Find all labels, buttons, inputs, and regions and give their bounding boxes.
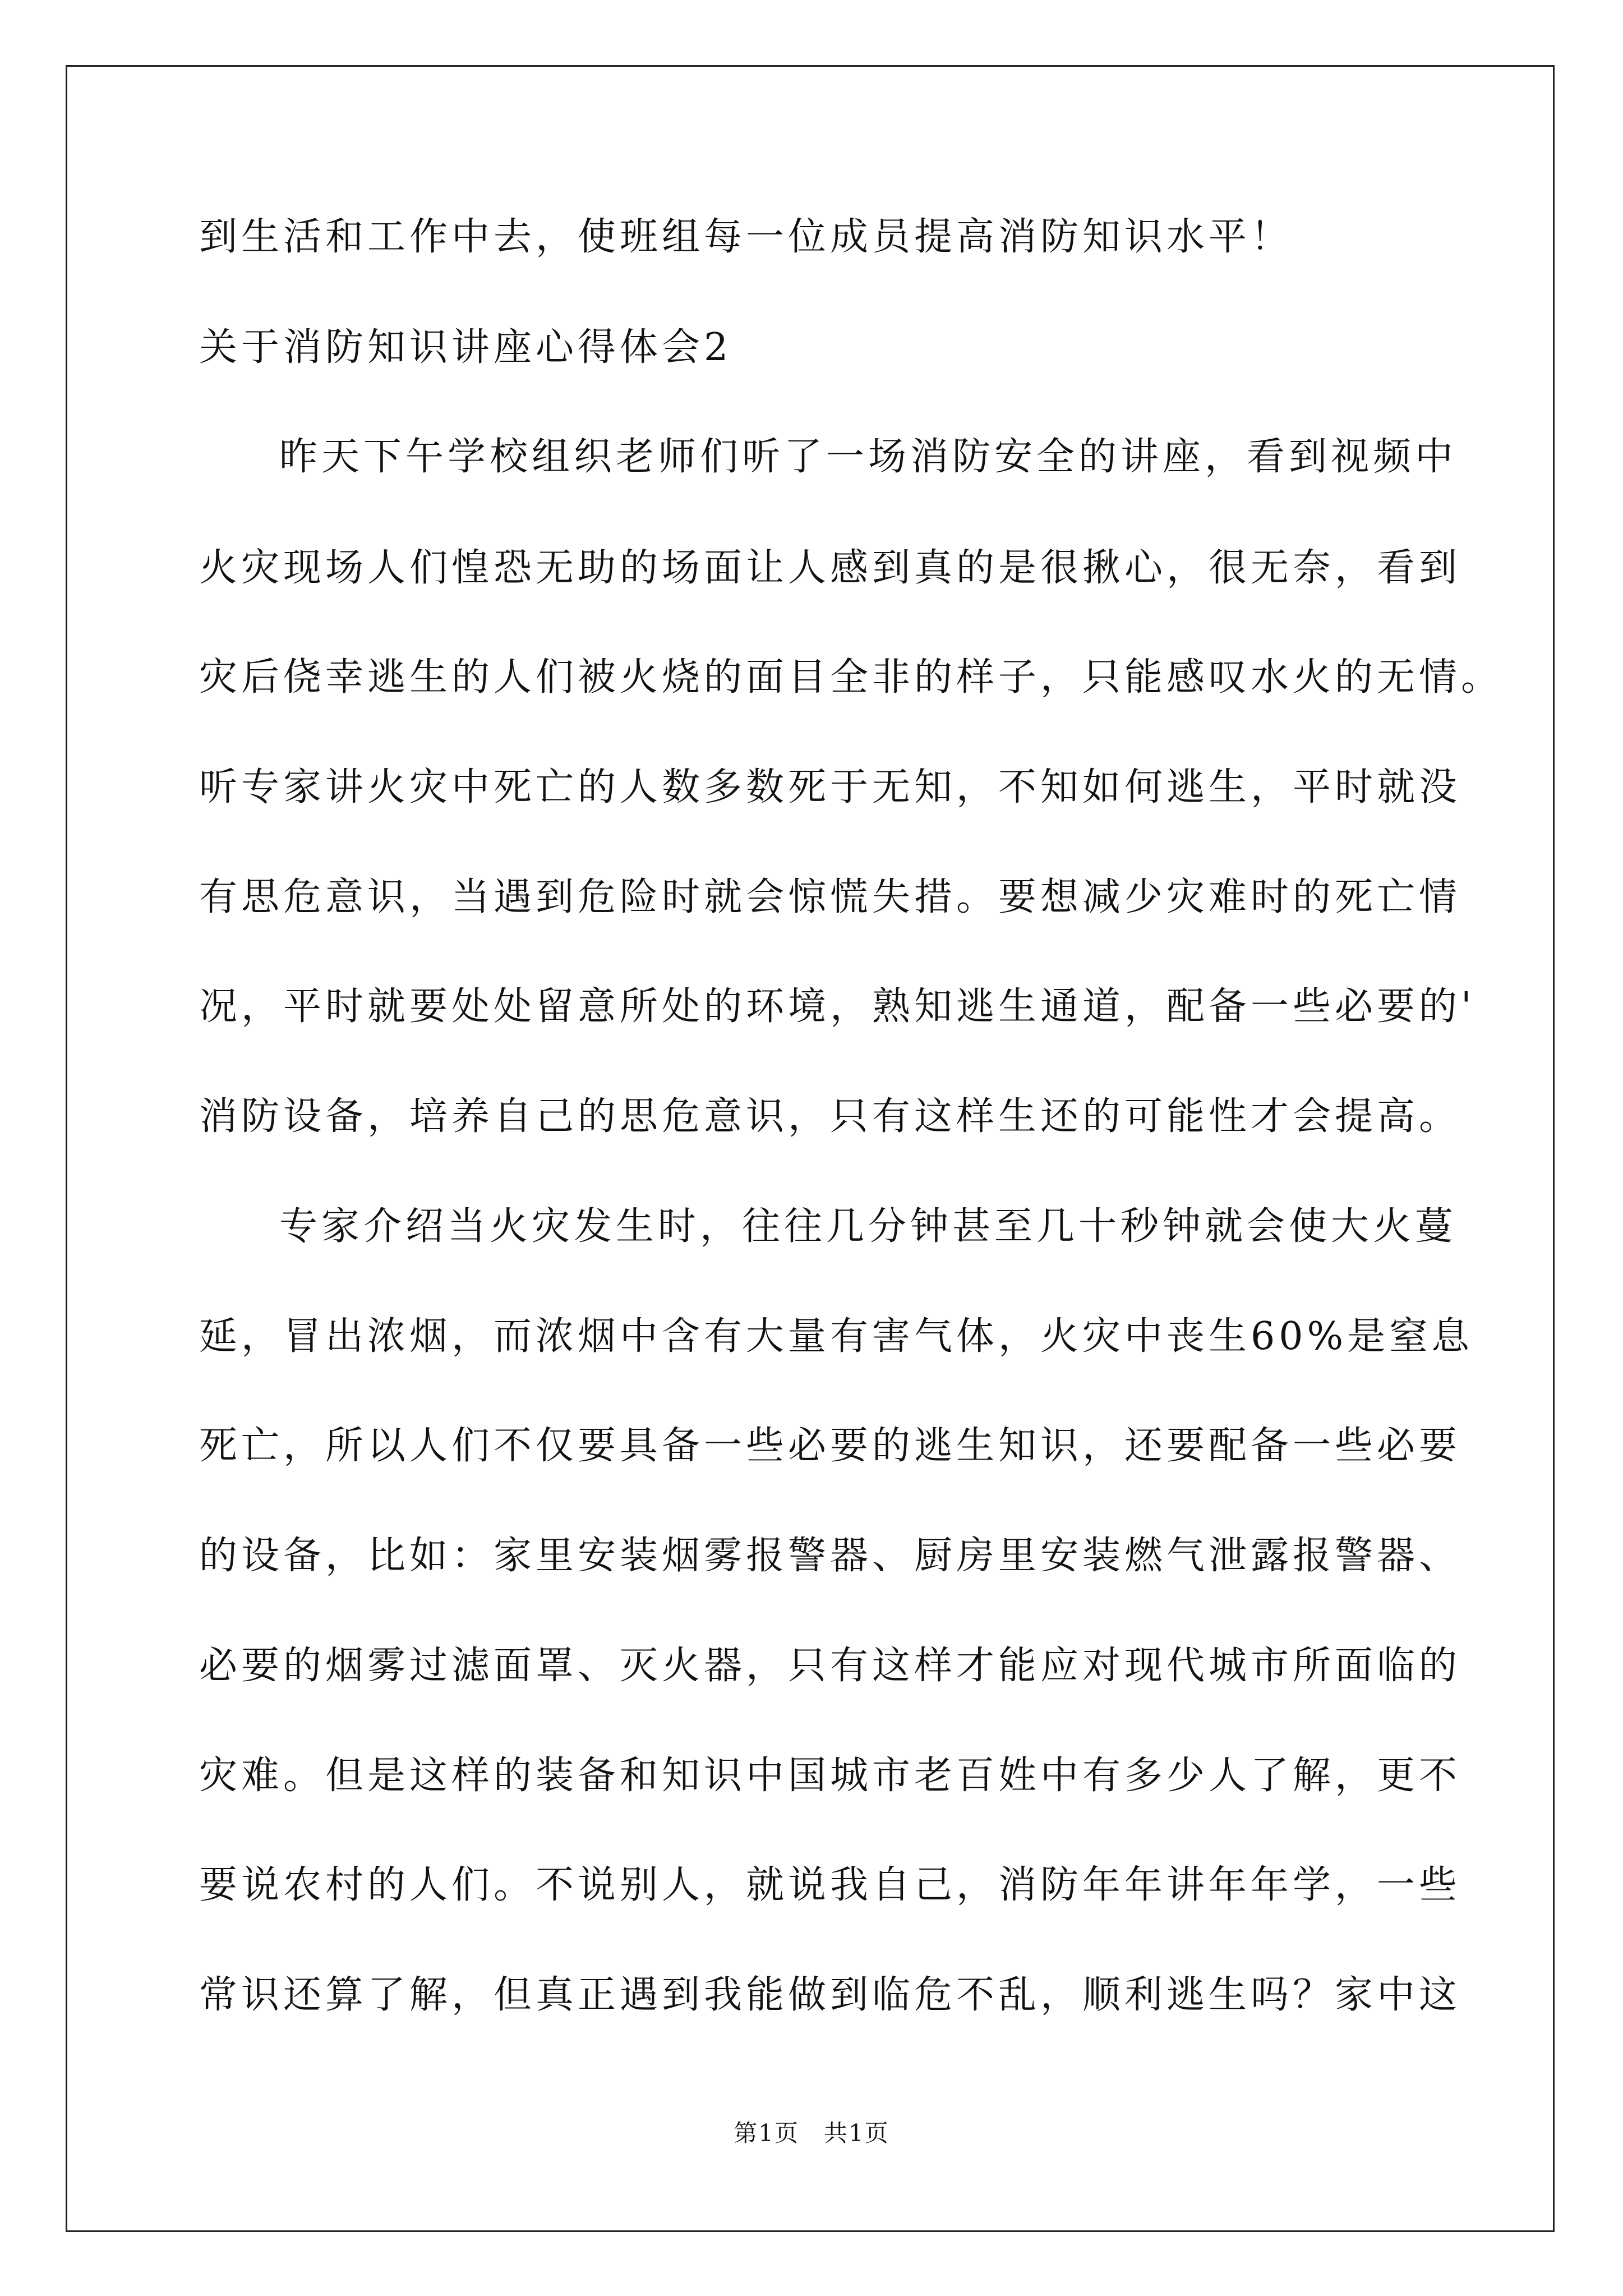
text-line-7: 有思危意识，当遇到危险时就会惊慌失措。要想减少灾难时的死亡情: [199, 875, 1461, 919]
text-line-12: 死亡，所以人们不仅要具备一些必要的逃生知识，还要配备一些必要: [199, 1424, 1461, 1468]
section-heading: 关于消防知识讲座心得体会2: [199, 325, 732, 370]
text-line-10: 专家介绍当火灾发生时，往往几分钟甚至几十秒钟就会使大火蔓: [279, 1204, 1458, 1249]
text-line-4: 火灾现场人们惶恐无助的场面让人感到真的是很揪心，很无奈，看到: [199, 546, 1461, 590]
text-line-15: 灾难。但是这样的装备和知识中国城市老百姓中有多少人了解，更不: [199, 1754, 1461, 1798]
text-line-3: 昨天下午学校组织老师们听了一场消防安全的讲座，看到视频中: [279, 435, 1458, 479]
text-line-17: 常识还算了解，但真正遇到我能做到临危不乱，顺利逃生吗？家中这: [199, 1973, 1461, 2017]
page-number-footer: 第1页 共1页: [734, 2119, 889, 2147]
text-line-6: 听专家讲火灾中死亡的人数多数死于无知，不知如何逃生，平时就没: [199, 765, 1461, 809]
text-line-9: 消防设备，培养自己的思危意识，只有这样生还的可能性才会提高。: [199, 1094, 1461, 1139]
text-line-16: 要说农村的人们。不说别人，就说我自己，消防年年讲年年学，一些: [199, 1863, 1461, 1907]
text-line-11: 延，冒出浓烟，而浓烟中含有大量有害气体，火灾中丧生60%是窒息: [199, 1314, 1474, 1359]
text-line-8: 况，平时就要处处留意所处的环境，熟知逃生通道，配备一些必要的': [199, 984, 1476, 1029]
text-line-14: 必要的烟雾过滤面罩、灭火器，只有这样才能应对现代城市所面临的: [199, 1644, 1461, 1688]
text-line-13: 的设备，比如：家里安装烟雾报警器、厨房里安装燃气泄露报警器、: [199, 1534, 1461, 1578]
text-line-1: 到生活和工作中去，使班组每一位成员提高消防知识水平！: [199, 215, 1293, 259]
text-line-5: 灾后侥幸逃生的人们被火烧的面目全非的样子，只能感叹水火的无情。: [199, 655, 1504, 700]
